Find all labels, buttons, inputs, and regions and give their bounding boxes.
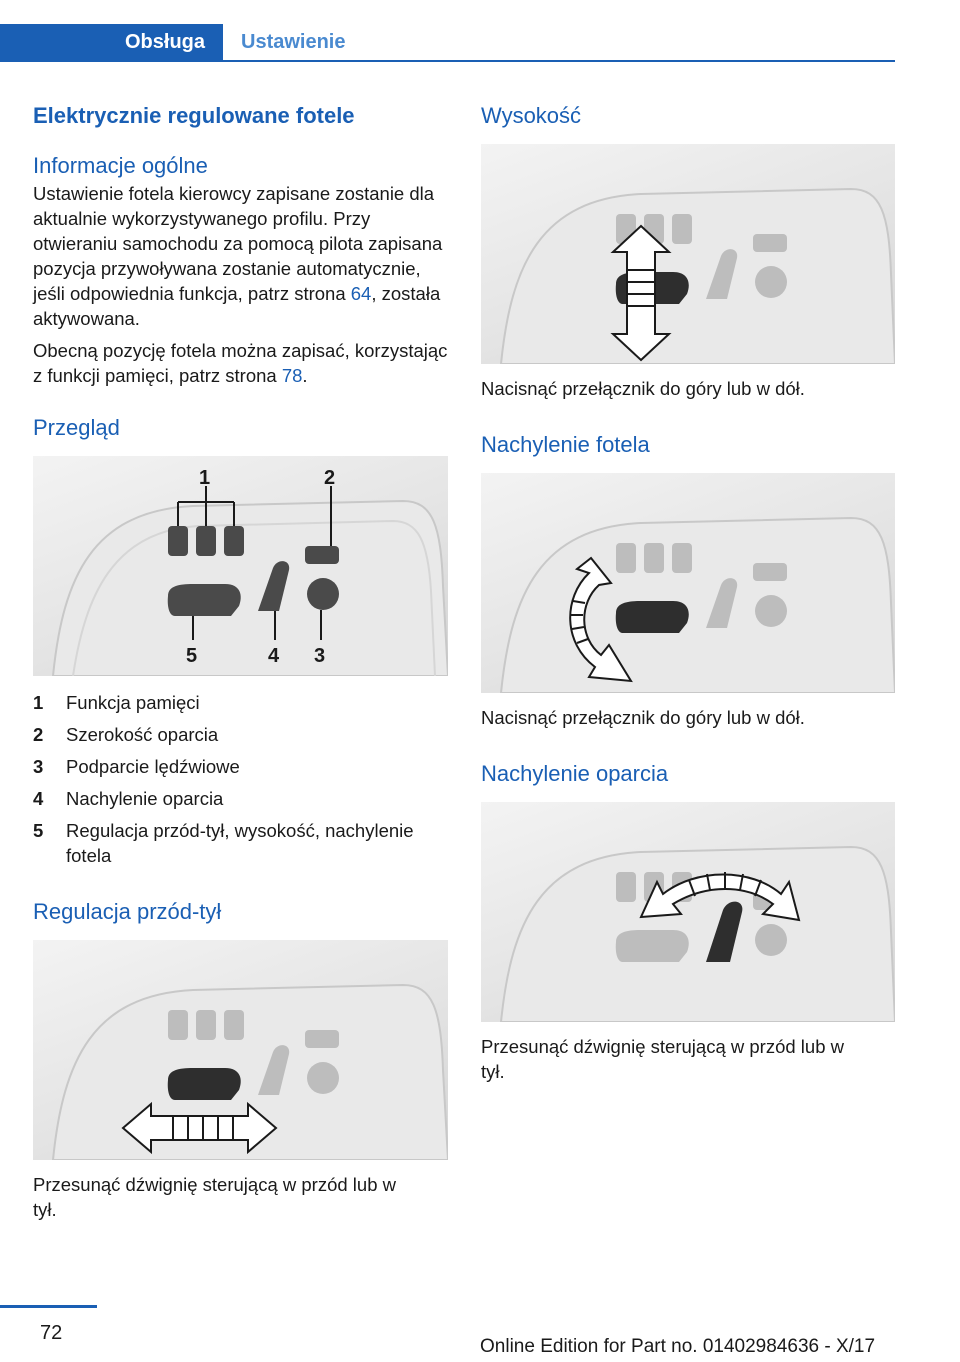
seat-controls-overview [33,456,448,676]
fore-aft-caption: Przesunąć dźwignię sterującą w przód lub w tył. [33,1174,396,1220]
legend-item: 4 Nachylenie oparcia [33,788,224,809]
memory-button-2 [196,526,216,556]
overview-legend [33,690,448,868]
page-number: 72 [40,1322,63,1344]
backrest-illustration [481,802,895,1022]
backrest-heading: Nachylenie oparcia [481,761,669,786]
fore-aft-illustration [33,940,448,1160]
page-link-78[interactable]: 78 [281,365,303,386]
memory-button-3 [224,526,244,556]
footer-rule [0,1305,97,1308]
legend-item: 1 Funkcja pamięci [33,692,200,713]
legend-item: 2 Szerokość oparcia [33,724,219,745]
backrest-width-switch [305,546,339,564]
height-figure [481,144,895,364]
memory-button-1 [168,526,188,556]
callout-4: 4 [268,645,280,667]
general-paragraph-2: Obecną pozycję fotela można zapisać, korzystając z funkcji pamięci, patrz strona 78. [33,340,448,386]
overview-heading: Przegląd [33,415,120,440]
callout-1: 1 [199,467,211,489]
backrest-caption: Przesunąć dźwignię sterującą w przód lub w tył. [481,1036,844,1082]
legend-item: 5 Regulacja przód-tył, wysokość, nachylenie fotela [33,820,414,866]
legend-item: 3 Podparcie lędźwiowe [33,756,240,777]
callout-2: 2 [324,467,336,489]
lumbar-support-button [307,578,339,610]
right-column [481,102,895,1084]
general-paragraph-1: Ustawienie fotela kierowcy zapisane zostanie dla aktualnie wykorzystywanego profilu. Przy otwieraniu samochodu za pomocą pilota zapisana pozycja przywoływana zostanie automatycznie, jeśli odpowiednia funkcja, patrz strona 64, została aktywowana. [33,183,443,329]
edition-note: Online Edition for Part no. 01402984636 - X/17 [480,1336,876,1357]
seat-adjust-switch [168,584,241,616]
general-heading: Informacje ogólne [33,153,208,178]
seat-tilt-caption: Nacisnąć przełącznik do góry lub w dół. [481,707,805,728]
left-column [33,102,448,1222]
seat-adjust-switch-highlight [168,1068,241,1100]
fore-aft-figure [33,940,448,1160]
tab-ustawienie[interactable]: Ustawienie [241,31,346,53]
seat-tilt-heading: Nachylenie fotela [481,432,650,457]
callout-3: 3 [314,645,326,667]
height-caption: Nacisnąć przełącznik do góry lub w dół. [481,378,805,399]
height-heading: Wysokość [481,103,582,128]
overview-figure [33,456,448,676]
page-link-64[interactable]: 64 [350,283,372,304]
seat-tilt-illustration [481,473,895,693]
callout-5: 5 [186,645,198,667]
fore-aft-heading: Regulacja przód-tył [33,899,222,924]
backrest-figure [481,802,895,1022]
seat-tilt-figure [481,473,895,693]
height-illustration [481,144,895,364]
tab-obsluga[interactable]: Obsługa [0,24,223,62]
section-title: Elektrycznie regulowane fotele [33,103,355,128]
chapter-header [0,24,895,62]
